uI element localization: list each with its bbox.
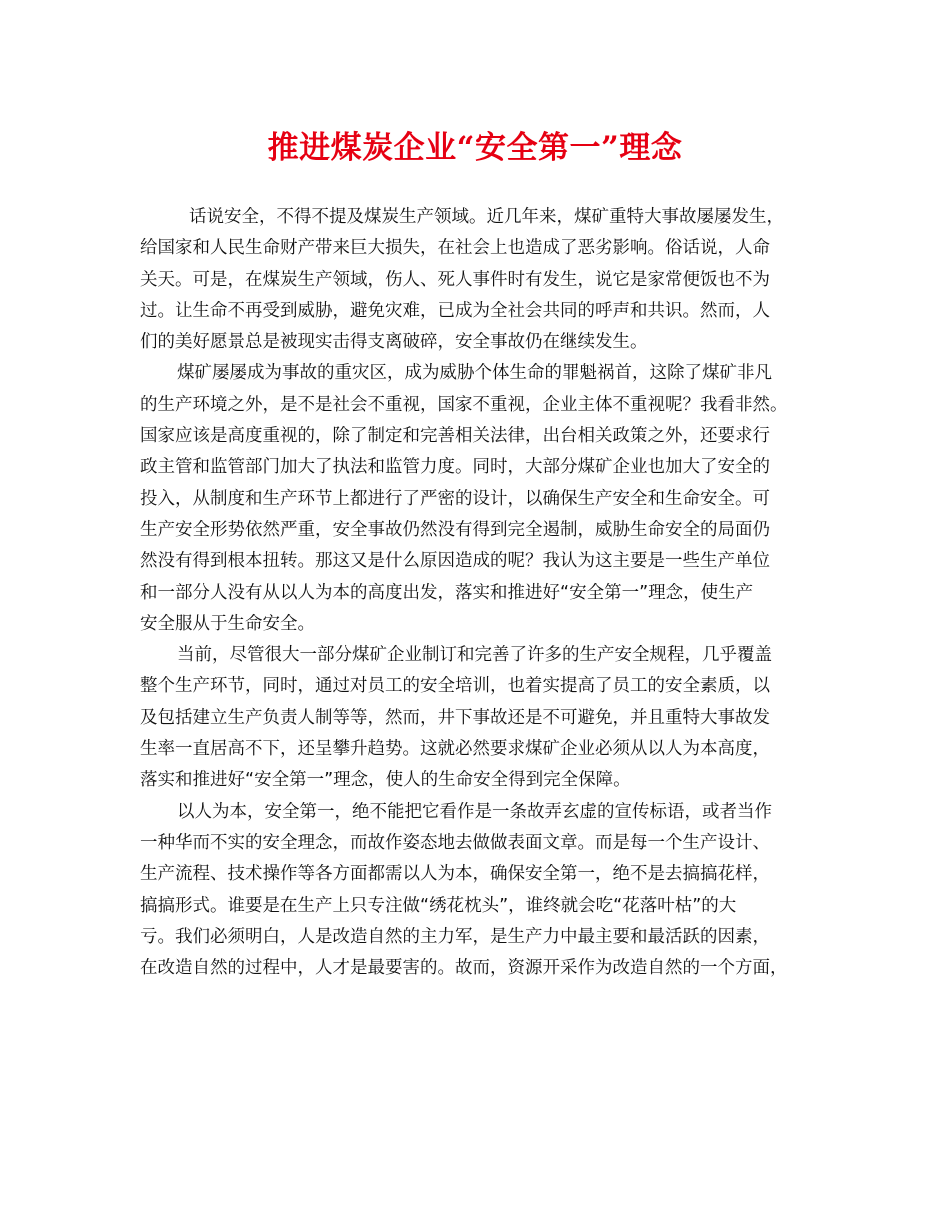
paragraph-2-line-5: 投入，从制度和生产环节上都进行了严密的设计，以确保生产安全和生命安全。可 <box>140 488 770 509</box>
paragraph-2-line-3: 国家应该是高度重视的，除了制定和完善相关法律，出台相关政策之外，还要求行 <box>140 426 770 447</box>
paragraph-4-line-4: 搞搞形式。谁要是在生产上只专注做“绣花枕头”，谁终就会吃“花落叶枯”的大 <box>140 895 737 916</box>
paragraph-1-line-5: 们的美好愿景总是被现实击得支离破碎，安全事故仍在继续发生。 <box>140 332 648 353</box>
paragraph-3-line-5: 落实和推进好“安全第一”理念，使人的生命安全得到完全保障。 <box>140 770 631 791</box>
paragraph-3-line-4: 生率一直居高不下，还呈攀升趋势。这就必然要求煤矿企业必须从以人为本高度， <box>140 739 770 760</box>
paragraph-2-line-8: 和一部分人没有从以人为本的高度出发，落实和推进好“安全第一”理念，使生产 <box>140 582 754 603</box>
paragraph-4-line-3: 生产流程、技术操作等各方面都需以人为本，确保安全第一，绝不是去搞搞花样， <box>140 864 770 885</box>
paragraph-2-line-9: 安全服从于生命安全。 <box>140 613 315 634</box>
paragraph-1-line-2: 给国家和人民生命财产带来巨大损失，在社会上也造成了恶劣影响。俗话说，人命 <box>140 238 770 259</box>
paragraph-2-line-1: 煤矿屡屡成为事故的重灾区，成为威胁个体生命的罪魁祸首，这除了煤矿非凡 <box>177 363 772 384</box>
paragraph-4-line-6: 在改造自然的过程中，人才是最要害的。故而，资源开采作为改造自然的一个方面， <box>140 958 788 979</box>
paragraph-1-line-4: 过。让生命不再受到威胁，避免灾难，已成为全社会共同的呼声和共识。然而，人 <box>140 300 770 321</box>
paragraph-4-line-1: 以人为本，安全第一，绝不能把它看作是一条故弄玄虚的宣传标语，或者当作 <box>177 801 772 822</box>
paragraph-2-line-6: 生产安全形势依然严重，安全事故仍然没有得到完全遏制，威胁生命安全的局面仍 <box>140 519 770 540</box>
paragraph-3-line-3: 及包括建立生产负责人制等等，然而，井下事故还是不可避免，并且重特大事故发 <box>140 707 770 728</box>
document-body <box>140 202 830 984</box>
document-title: 推进煤炭企业“安全第一”理念 <box>267 130 683 166</box>
paragraph-3-line-1: 当前，尽管很大一部分煤矿企业制订和完善了许多的生产安全规程，几乎覆盖 <box>177 645 772 666</box>
paragraph-3-line-2: 整个生产环节，同时，通过对员工的安全培训，也着实提高了员工的安全素质，以 <box>140 676 770 697</box>
paragraph-4-line-5: 亏。我们必须明白，人是改造自然的主力军，是生产力中最主要和最活跃的因素， <box>140 926 770 947</box>
paragraph-1-line-1: 话说安全，不得不提及煤炭生产领域。近几年来，煤矿重特大事故屡屡发生， <box>189 207 784 227</box>
paragraph-2-line-7: 然没有得到根本扭转。那这又是什么原因造成的呢？我认为这主要是一些生产单位 <box>140 551 770 572</box>
paragraph-2-line-2: 的生产环境之外，是不是社会不重视，国家不重视，企业主体不重视呢？我看非然。 <box>140 394 788 415</box>
paragraph-2-line-4: 政主管和监管部门加大了执法和监管力度。同时，大部分煤矿企业也加大了安全的 <box>140 457 770 478</box>
paragraph-1-line-3: 关天。可是，在煤炭生产领域，伤人、死人事件时有发生，说它是家常便饭也不为 <box>140 269 770 290</box>
paragraph-4-line-2: 一种华而不实的安全理念，而故作姿态地去做做表面文章。而是每一个生产设计、 <box>140 832 770 853</box>
